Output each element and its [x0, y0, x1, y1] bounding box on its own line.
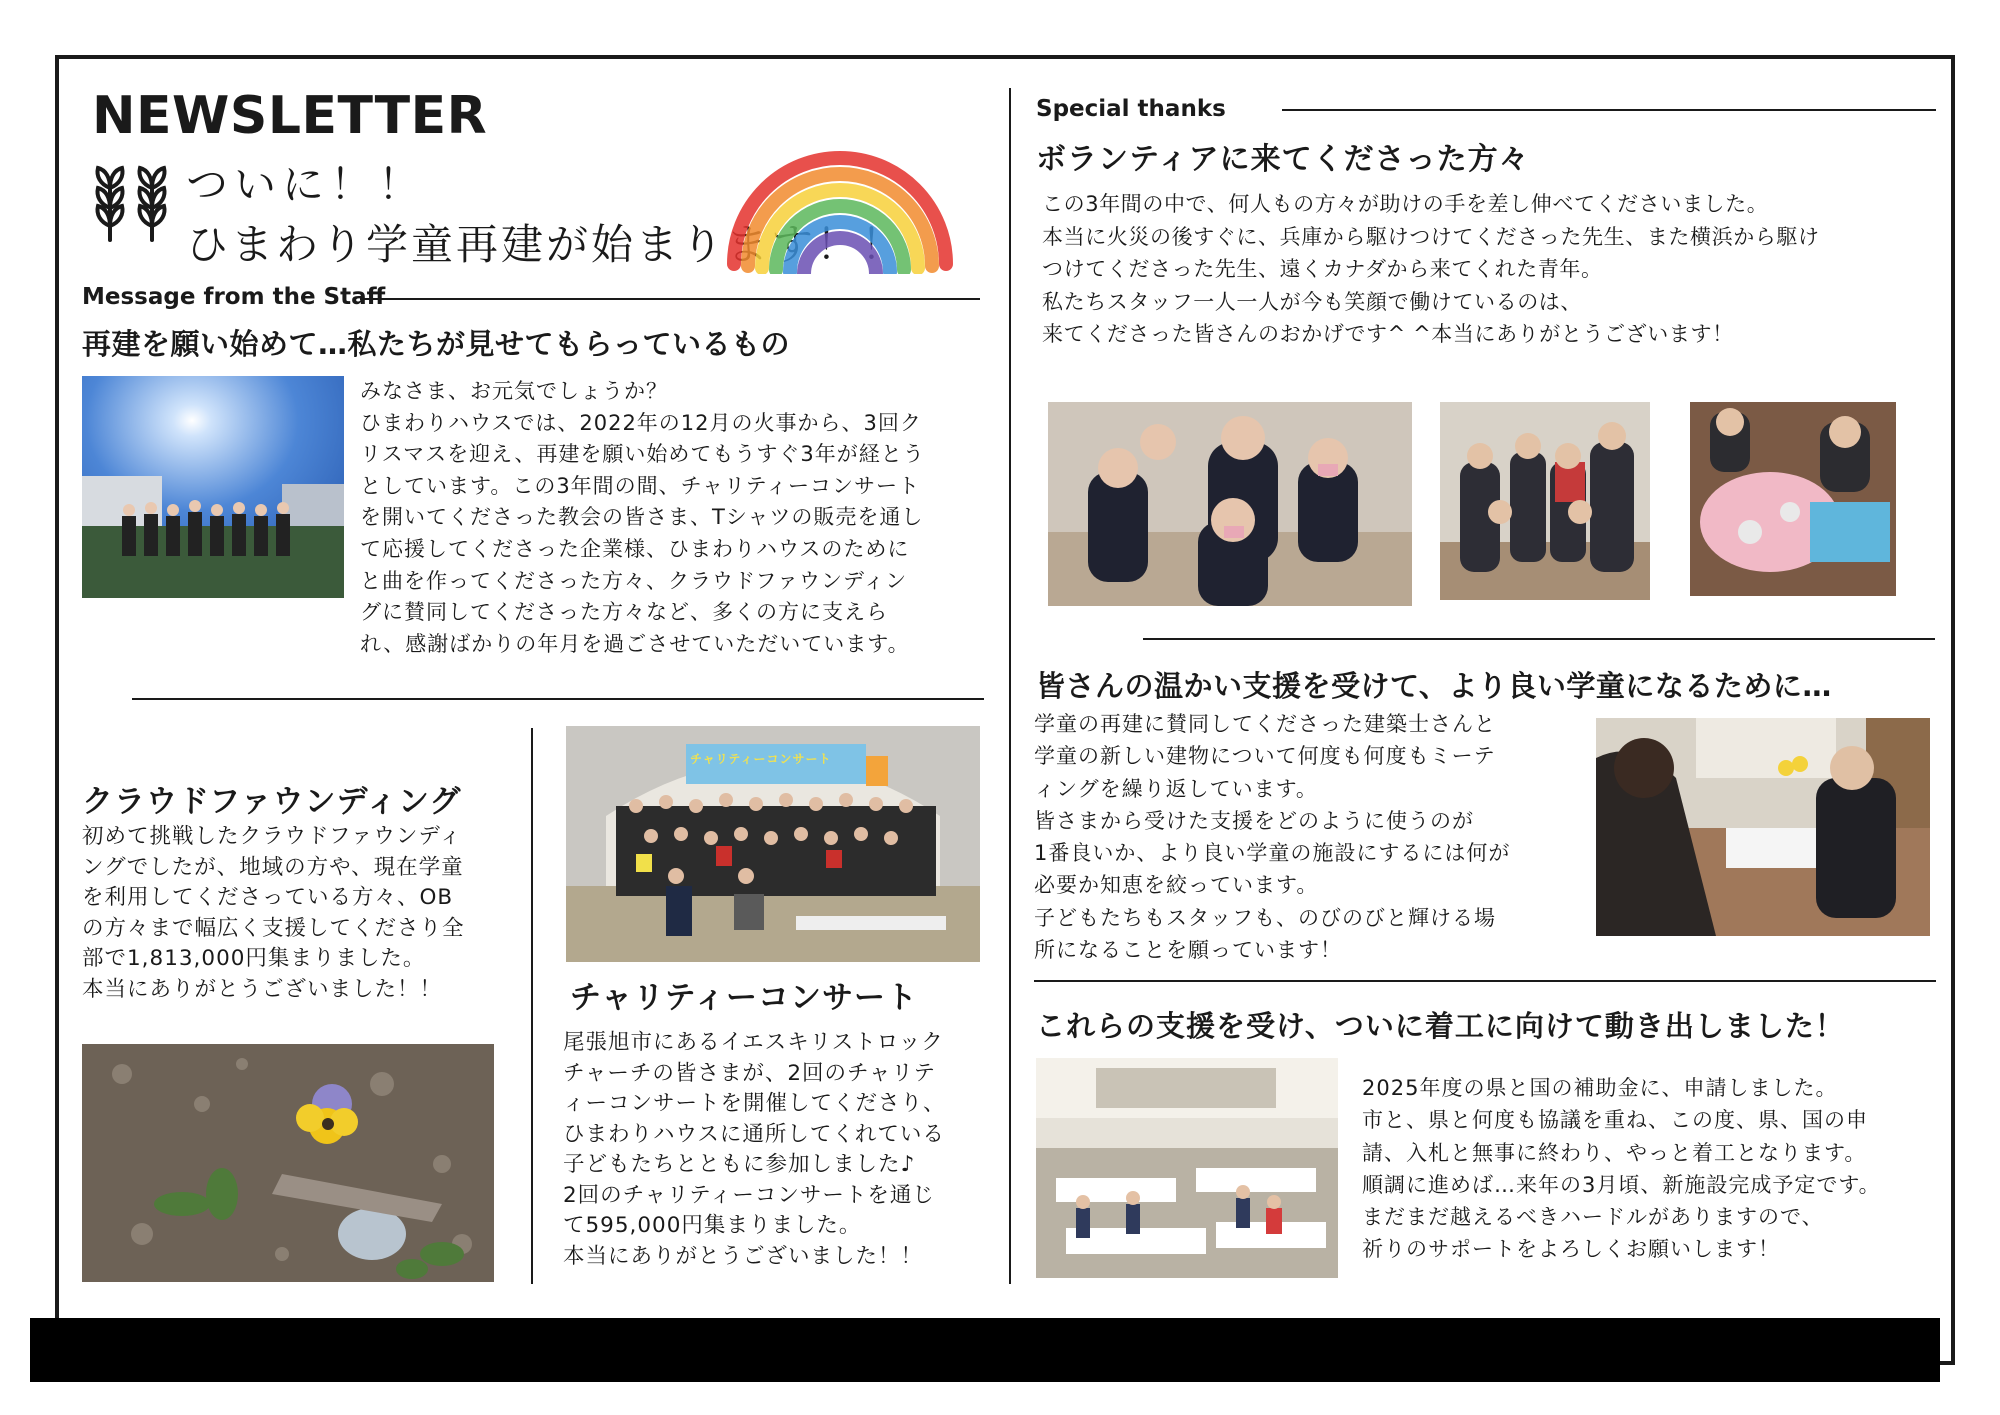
charity-body-line: て595,000円集まりました。: [563, 1213, 862, 1238]
volunteer-photo-3: [1690, 402, 1896, 596]
headline-line1: ついに！！: [186, 160, 427, 209]
support-body-line: 所になることを願っています！: [1034, 938, 1342, 963]
classroom-photo: [1036, 1058, 1338, 1278]
crowdfunding-body-line: 本当にありがとうございました！！: [82, 976, 443, 1002]
charity-body-line: ィーコンサートを開催してくださり、: [563, 1091, 946, 1116]
support-body-line: 学童の再建に賛同してくださった建築士さんと: [1034, 712, 1496, 736]
support-body-line: 学童の新しい建物について何度も何度もミーテ: [1034, 744, 1496, 769]
volunteer-photo-2: [1440, 402, 1650, 600]
crowdfunding-body-line: の方々まで幅広く支援してくださり全: [82, 915, 465, 941]
column-divider-left: [531, 728, 533, 1284]
right-section-rule-1: [1143, 638, 1935, 640]
left-section-rule: [132, 698, 984, 700]
meeting-photo: [1596, 718, 1930, 936]
rainbow-illustration: [720, 88, 960, 274]
support-body-line: 1番良いか、より良い学童の施設にするには何が: [1034, 841, 1511, 866]
footer-bar: [30, 1318, 1940, 1382]
staff-body-line: と曲を作ってくださった方々、クラウドファウンディン: [360, 568, 908, 593]
thanks-rule: [1282, 109, 1936, 111]
staff-title: 再建を願い始めて…私たちが見せてもらっているもの: [82, 327, 791, 361]
charity-body-line: 尾張旭市にあるイエスキリストロック: [563, 1030, 944, 1055]
thanks-body-line: この3年間の中で、何人もの方々が助けの手を差し伸べてくださいました。: [1042, 192, 1769, 216]
staff-body-line: としています。この3年間の間、チャリティーコンサート: [360, 473, 920, 498]
charity-body: [563, 1028, 993, 1272]
charity-body-line: ひまわりハウスに通所してくれている: [563, 1121, 945, 1147]
thanks-body-line: 本当に火災の後すぐに、兵庫から駆けつけてくださった先生、また横浜から駆け: [1042, 224, 1820, 249]
thanks-body-line: 来てくださった皆さんのおかげです^ ^本当にありがとうございます！: [1042, 322, 1734, 346]
construction-body-line: まだまだ越えるべきハードルがありますので、: [1362, 1205, 1824, 1230]
column-divider-center: [1009, 88, 1011, 1284]
construction-body-line: 祈りのサポートをよろしくお願いします！: [1362, 1237, 1780, 1262]
construction-body: [1362, 1072, 1942, 1266]
right-section-rule-2: [1034, 980, 1936, 982]
support-title: 皆さんの温かい支援を受けて、より良い学童になるために…: [1036, 669, 1832, 703]
support-body-line: 子どもたちもスタッフも、のびのびと輝ける場: [1034, 905, 1496, 930]
crowdfunding-body-line: を利用してくださっている方々、OB: [82, 885, 454, 910]
support-body-line: ィングを繰り返しています。: [1034, 776, 1318, 801]
crowdfunding-body: [82, 822, 512, 1005]
construction-body-line: 2025年度の県と国の補助金に、申請しました。: [1362, 1076, 1838, 1100]
wheat-icon: [88, 158, 176, 242]
concert-group-photo: [566, 726, 980, 962]
crowdfunding-body-line: 部で1,813,000円集まりました。: [82, 946, 426, 971]
charity-body-line: 本当にありがとうございました！！: [563, 1243, 924, 1269]
thanks-body-line: つけてくださった先生、遠くカナダから来てくれた青年。: [1042, 257, 1603, 281]
staff-body-line: みなさま、お元気でしょうか？: [360, 379, 668, 403]
staff-body: [360, 376, 990, 660]
construction-body-line: 市と、県と何度も協議を重ね、この度、県、国の申: [1362, 1108, 1868, 1133]
staff-label: Message from the Staff: [82, 284, 386, 310]
construction-body-line: 順調に進めば…来年の3月頃、新施設完成予定です。: [1362, 1172, 1881, 1197]
staff-body-line: ひまわりハウスでは、2022年の12月の火事から、3回ク: [360, 410, 922, 435]
thanks-body-line: 私たちスタッフ一人一人が今も笑顔で働けているのは、: [1042, 289, 1582, 314]
charity-body-line: 子どもたちとともに参加しました♪: [563, 1152, 916, 1177]
staff-rule: [360, 298, 980, 300]
flower-photo: [82, 1044, 494, 1282]
crowdfunding-title: クラウドファウンディング: [82, 784, 462, 820]
staff-body-line: て応援してくださった企業様、ひまわりハウスのために: [360, 536, 910, 561]
thanks-label: Special thanks: [1036, 96, 1226, 122]
charity-body-line: 2回のチャリティーコンサートを通じ: [563, 1182, 935, 1208]
staff-body-line: を開いてくださった教会の皆さま、Tシャツの販売を通し: [360, 505, 924, 530]
support-body-line: 皆さまから受けた支援をどのように使うのが: [1034, 808, 1474, 833]
concert-banner-text: チャリティーコンサート: [690, 752, 832, 766]
crowdfunding-body-line: 初めて挑戦したクラウドファウンディ: [82, 824, 462, 849]
support-body-line: 必要か知恵を絞っています。: [1034, 873, 1319, 898]
thanks-title: ボランティアに来てくださった方々: [1036, 142, 1530, 177]
charity-title: チャリティーコンサート: [570, 980, 918, 1016]
staff-body-line: グに賛同してくださった方々など、多くの方に支えら: [360, 600, 888, 625]
volunteer-photo-1: [1048, 402, 1412, 606]
charity-body-line: チャーチの皆さまが、2回のチャリテ: [563, 1060, 936, 1086]
crowdfunding-body-line: ングでしたが、地域の方や、現在学童: [82, 854, 464, 880]
construction-body-line: 請、入札と無事に終わり、やっと着工となります。: [1362, 1140, 1867, 1165]
staff-body-line: リスマスを迎え、再建を願い始めてもうすぐ3年が経とう: [360, 442, 925, 467]
staff-body-line: れ、感謝ばかりの年月を過ごさせていただいています。: [360, 631, 910, 656]
newsletter-brand: NEWSLETTER: [92, 86, 488, 146]
headline-line2: ひまわり学童再建が始まります！！: [186, 220, 907, 269]
staff-group-photo: [82, 376, 344, 598]
construction-title: これらの支援を受け、ついに着工に向けて動き出しました！: [1036, 1009, 1845, 1043]
support-body: [1034, 708, 1594, 966]
thanks-body: [1042, 188, 1942, 351]
